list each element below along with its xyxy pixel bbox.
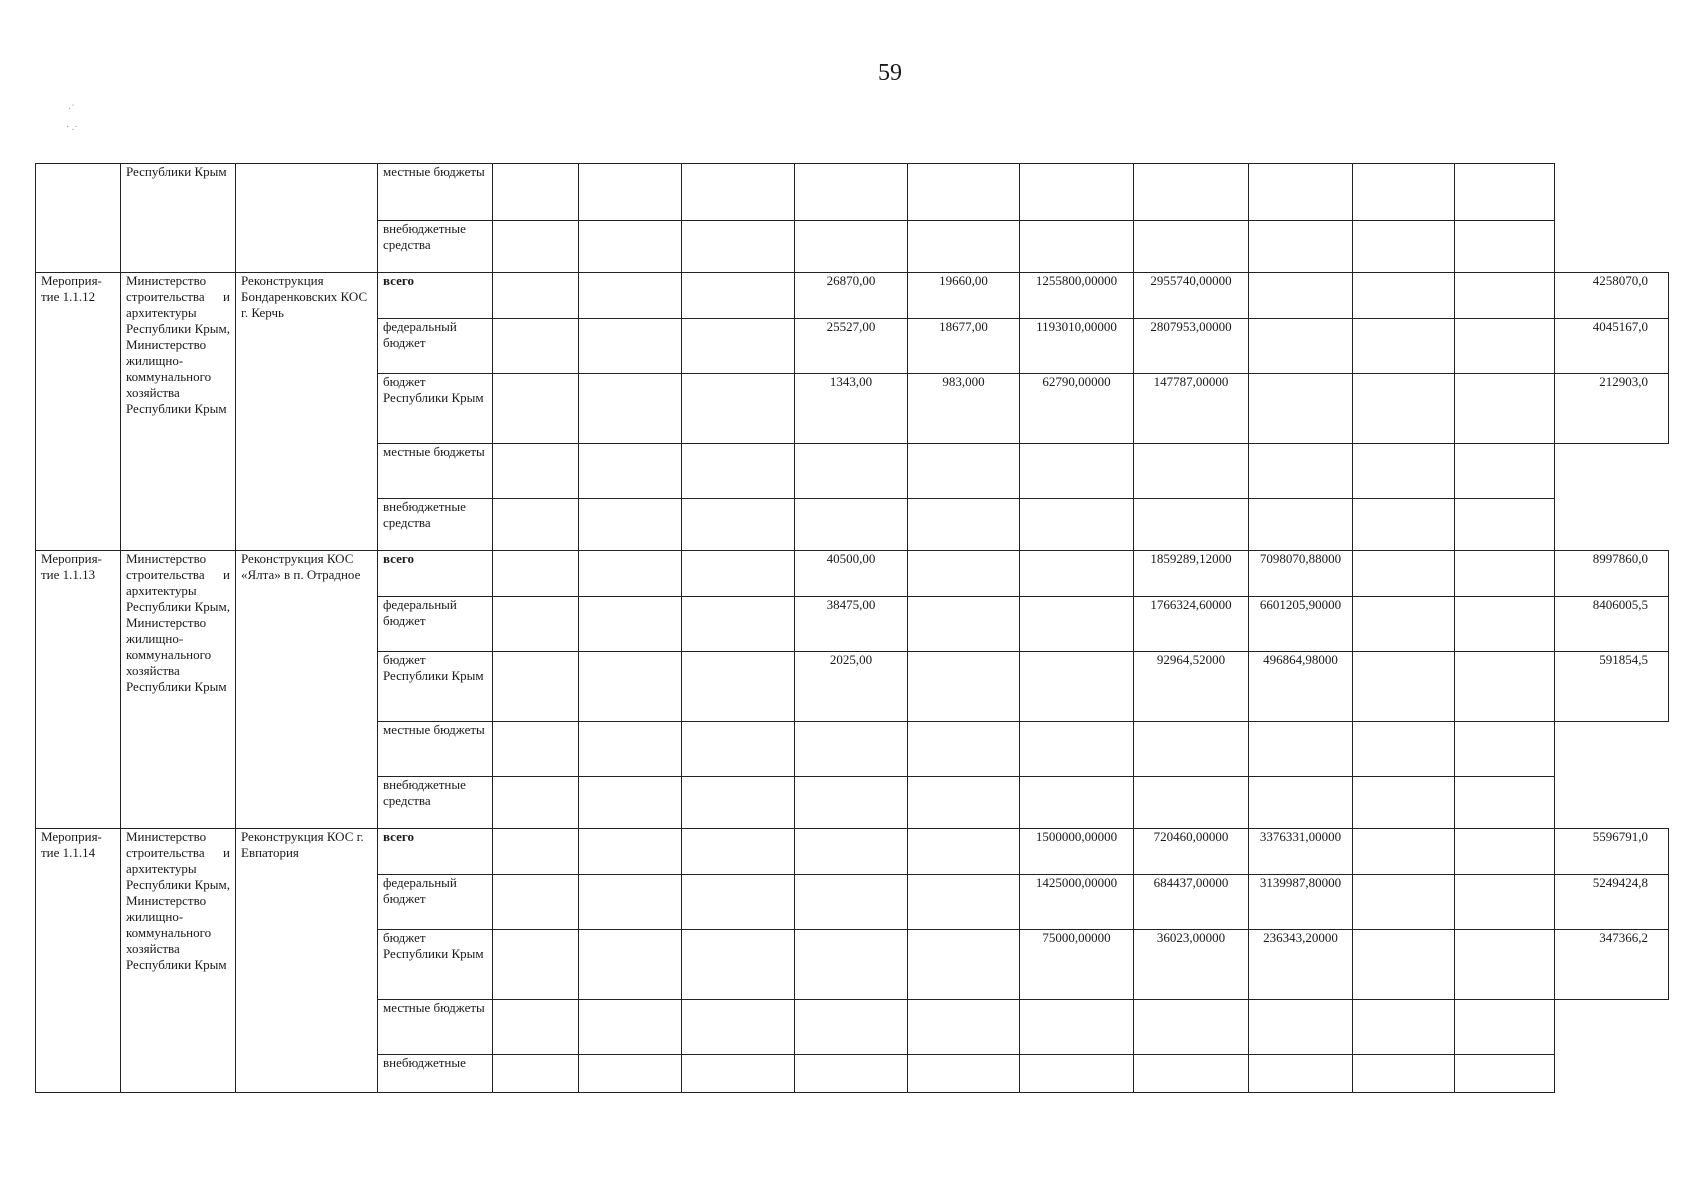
source-local: местные бюджеты [378,444,493,499]
value-total-cell: 8406005,5 [1555,597,1669,652]
value-cell: 40500,00 [795,551,908,597]
value-cell [908,829,1020,875]
source-local: местные бюджеты [378,722,493,777]
table-row [36,551,1669,597]
value-cell [795,829,908,875]
value-cell: 3139987,80000 [1249,875,1353,930]
object-name: Реконструкция Бондаренковских КОС г. Керчь [236,273,378,551]
value-cell: 62790,00000 [1020,374,1134,444]
table-row [36,829,1669,875]
table-row [36,273,1669,319]
value-total-cell: 347366,2 [1555,930,1669,1000]
value-total-cell: 5249424,8 [1555,875,1669,930]
source-federal: федеральный бюджет [378,319,493,374]
value-cell: 2955740,00000 [1134,273,1249,319]
source-republic: бюджет Республики Крым [378,930,493,1000]
source-local: местные бюджеты [378,164,493,221]
source-total: всего [378,829,493,875]
measure-id-cell [36,164,121,273]
value-cell [795,875,908,930]
value-cell: 236343,20000 [1249,930,1353,1000]
value-cell: 1193010,00000 [1020,319,1134,374]
value-cell [908,551,1020,597]
executor: Министерство строительства и архитектуры Республики Крым, Министерство жилищно-коммунального хозяйства Республики Крым [121,551,236,829]
value-total-cell: 8997860,0 [1555,551,1669,597]
value-total-cell: 5596791,0 [1555,829,1669,875]
value-cell: 1255800,00000 [1020,273,1134,319]
value-total-cell: 4045167,0 [1555,319,1669,374]
measure-id: Мероприя-тие 1.1.14 [36,829,121,1093]
value-cell: 38475,00 [795,597,908,652]
scan-speck: ·´ [68,104,75,115]
measure-id: Мероприя-тие 1.1.12 [36,273,121,551]
value-cell [1020,597,1134,652]
value-cell: 25527,00 [795,319,908,374]
budget-table [35,163,1669,1093]
executor: Министерство строительства и архитектуры Республики Крым, Министерство жилищно-коммунального хозяйства Республики Крым [121,273,236,551]
executor: Министерство строительства и архитектуры Республики Крым, Министерство жилищно-коммунального хозяйства Республики Крым [121,829,236,1093]
value-cell: 36023,00000 [1134,930,1249,1000]
value-cell: 1425000,00000 [1020,875,1134,930]
source-total: всего [378,551,493,597]
source-federal: федеральный бюджет [378,875,493,930]
source-offbudget: внебюджетные [378,1055,493,1093]
value-cell: 1343,00 [795,374,908,444]
object-cell [236,164,378,273]
value-cell: 983,000 [908,374,1020,444]
value-cell: 684437,00000 [1134,875,1249,930]
value-cell: 720460,00000 [1134,829,1249,875]
value-cell: 147787,00000 [1134,374,1249,444]
value-cell: 75000,00000 [1020,930,1134,1000]
value-cell: 496864,98000 [1249,652,1353,722]
value-cell [908,875,1020,930]
value-cell [1249,374,1353,444]
source-total: всего [378,273,493,319]
source-local: местные бюджеты [378,1000,493,1055]
value-cell [908,652,1020,722]
value-total-cell: 212903,0 [1555,374,1669,444]
value-total-cell: 4258070,0 [1555,273,1669,319]
value-cell [1249,273,1353,319]
value-cell: 1766324,60000 [1134,597,1249,652]
source-offbudget: внебюджетные средства [378,777,493,829]
value-cell: 92964,52000 [1134,652,1249,722]
source-republic: бюджет Республики Крым [378,374,493,444]
source-offbudget: внебюджетные средства [378,221,493,273]
value-cell: 18677,00 [908,319,1020,374]
value-cell: 1859289,12000 [1134,551,1249,597]
value-cell: 2025,00 [795,652,908,722]
value-cell [1020,652,1134,722]
page-number: 59 [878,60,902,86]
value-cell: 3376331,00000 [1249,829,1353,875]
value-cell: 19660,00 [908,273,1020,319]
scan-speck: · .· [66,122,78,133]
source-republic: бюджет Республики Крым [378,652,493,722]
value-cell: 2807953,00000 [1134,319,1249,374]
value-cell [795,930,908,1000]
source-federal: федеральный бюджет [378,597,493,652]
value-cell [1020,551,1134,597]
value-cell: 26870,00 [795,273,908,319]
measure-id: Мероприя-тие 1.1.13 [36,551,121,829]
value-cell [908,930,1020,1000]
value-cell [908,597,1020,652]
value-total-cell: 591854,5 [1555,652,1669,722]
table-row [36,164,1669,221]
value-cell: 7098070,88000 [1249,551,1353,597]
value-cell: 1500000,00000 [1020,829,1134,875]
object-name: Реконструкция КОС «Ялта» в п. Отрадное [236,551,378,829]
object-name: Реконструкция КОС г. Евпатория [236,829,378,1093]
value-cell: 6601205,90000 [1249,597,1353,652]
value-cell [1249,319,1353,374]
source-offbudget: внебюджетные средства [378,499,493,551]
executor-cell: Республики Крым [121,164,236,273]
